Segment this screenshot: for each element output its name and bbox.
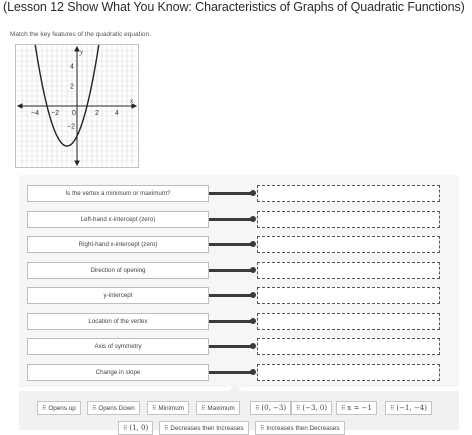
graph-svg <box>16 45 138 167</box>
x-tick-label: −2 <box>51 110 59 117</box>
drag-handle-icon[interactable]: ⠿ <box>164 425 168 432</box>
answer-choice-label: (−1, −4) <box>396 404 427 412</box>
answer-choice-label: Opens up <box>48 404 76 412</box>
drag-handle-icon[interactable]: ⠿ <box>296 405 300 412</box>
connector-handle[interactable] <box>250 318 256 324</box>
answer-choice-chip[interactable] <box>196 401 240 415</box>
answer-choice-label: Decreases then Increases <box>170 424 244 432</box>
answer-drop-zone[interactable] <box>257 262 440 279</box>
match-connector[interactable] <box>209 269 253 272</box>
answer-choice-label: Opens Down <box>98 404 135 412</box>
match-connector[interactable] <box>209 371 253 374</box>
prompt-item: Is the vertex a minimum or maximum? <box>27 185 209 202</box>
drag-handle-icon[interactable]: ⠿ <box>92 405 96 412</box>
graph-axes <box>18 47 136 165</box>
y-tick-label: −2 <box>67 123 75 131</box>
prompt-item: y-intercept <box>27 287 209 304</box>
answer-choice-label: (0, −3) <box>261 404 287 412</box>
match-connector[interactable] <box>209 320 253 323</box>
page-title: (Lesson 12 Show What You Know: Characteristics of Graphs of Quadratic Functions) <box>3 0 465 14</box>
answer-choice-chip[interactable] <box>118 421 153 435</box>
answer-choices-tray <box>19 391 459 430</box>
drag-handle-icon[interactable]: ⠿ <box>42 405 46 412</box>
prompt-item: Change in slope <box>27 364 209 381</box>
answer-choice-label: x = −1 <box>347 404 372 412</box>
answer-choice-label: Increases then Decreases <box>266 424 340 432</box>
drag-handle-icon[interactable]: ⠿ <box>260 425 264 432</box>
x-tick-label: 4 <box>115 110 119 117</box>
answer-choice-chip[interactable] <box>336 401 377 415</box>
prompt-item: Left-hand x-intercept (zero) <box>27 211 209 228</box>
connector-handle[interactable] <box>250 267 256 273</box>
y-axis-label: y <box>80 48 84 56</box>
answer-drop-zone[interactable] <box>257 185 440 202</box>
matching-panel <box>19 175 459 387</box>
answer-drop-zone[interactable] <box>257 287 440 304</box>
drag-handle-icon[interactable]: ⠿ <box>341 405 345 412</box>
answer-drop-zone[interactable] <box>257 236 440 253</box>
drag-handle-icon[interactable]: ⠿ <box>201 405 205 412</box>
match-connector[interactable] <box>209 192 253 195</box>
answer-choice-chip[interactable] <box>385 401 432 415</box>
choices-pointer <box>228 384 242 391</box>
answer-choice-chip[interactable] <box>87 401 140 415</box>
answer-choice-chip[interactable] <box>159 421 249 435</box>
connector-handle[interactable] <box>250 216 256 222</box>
answer-choice-label: Maximum <box>207 404 235 412</box>
y-axis-arrow-down <box>75 161 79 165</box>
prompt-item: Axis of symmetry <box>27 338 209 355</box>
instructions-text: Match the key features of the quadratic equation. <box>10 31 151 38</box>
x-tick-label: 0 <box>72 110 76 117</box>
answer-choice-label: (−3, 0) <box>302 404 328 412</box>
answer-drop-zone[interactable] <box>257 313 440 330</box>
drag-handle-icon[interactable]: ⠿ <box>123 425 127 432</box>
drag-handle-icon[interactable]: ⠿ <box>255 405 259 412</box>
connector-handle[interactable] <box>250 369 256 375</box>
answer-choice-chip[interactable] <box>147 401 189 415</box>
answer-drop-zone[interactable] <box>257 211 440 228</box>
connector-handle[interactable] <box>250 292 256 298</box>
match-connector[interactable] <box>209 345 253 348</box>
answer-choice-label: Minimum <box>158 404 184 412</box>
answer-choice-chip[interactable] <box>255 421 345 435</box>
y-axis-arrow-up <box>75 47 79 51</box>
answer-choice-chip[interactable] <box>37 401 81 415</box>
answer-choice-chip[interactable] <box>291 401 332 415</box>
drag-handle-icon[interactable]: ⠿ <box>152 405 156 412</box>
connector-handle[interactable] <box>250 343 256 349</box>
x-axis-label: x <box>130 97 134 105</box>
x-axis-arrow-left <box>18 104 22 108</box>
quadratic-graph <box>15 44 139 168</box>
connector-handle[interactable] <box>250 241 256 247</box>
connector-handle[interactable] <box>250 190 256 196</box>
drag-handle-icon[interactable]: ⠿ <box>390 405 394 412</box>
answer-drop-zone[interactable] <box>257 338 440 355</box>
match-connector[interactable] <box>209 243 253 246</box>
answer-drop-zone[interactable] <box>257 364 440 381</box>
y-tick-label: 4 <box>70 63 74 71</box>
answer-choice-label: (1, 0) <box>129 424 149 432</box>
prompt-item: Location of the vertex <box>27 313 209 330</box>
x-tick-label: −4 <box>31 110 39 117</box>
answer-choice-chip[interactable] <box>250 401 291 415</box>
prompt-item: Right-hand x-intercept (zero) <box>27 236 209 253</box>
x-tick-label: 2 <box>95 110 99 117</box>
match-connector[interactable] <box>209 294 253 297</box>
prompt-item: Direction of opening <box>27 262 209 279</box>
y-tick-label: 2 <box>70 83 74 91</box>
match-connector[interactable] <box>209 218 253 221</box>
